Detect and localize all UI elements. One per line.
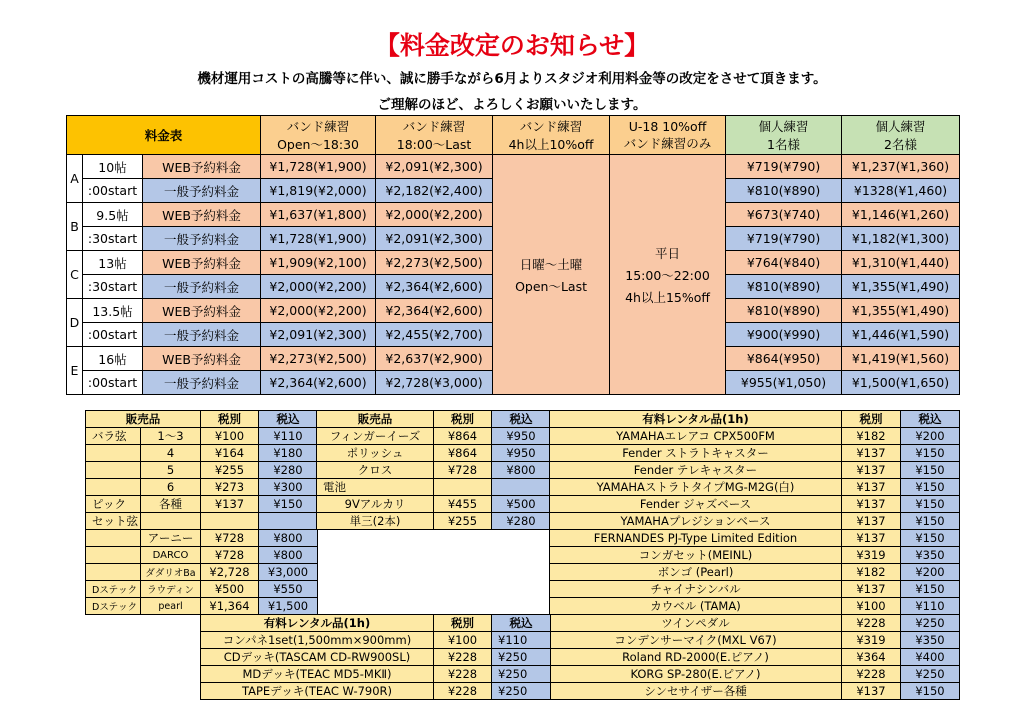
rental-header: 有料レンタル品(1h) [550,411,842,428]
table-row [550,598,960,615]
price-tax-ex: ¥100 [434,632,492,649]
table-row [550,547,960,564]
price-cell: ¥1,446(¥1,590) [842,323,960,347]
price-tax-ex: ¥182 [842,564,901,581]
item-category: セット弦 [86,513,141,530]
blank-area [317,530,551,615]
price-cell: ¥1,146(¥1,260) [842,203,960,227]
col-header: 個人練習 1名様 [726,116,842,155]
price-table [66,115,960,395]
price-tax-ex: ¥228 [434,683,492,700]
price-tax-ex [434,479,492,496]
price-tax-in: ¥150 [901,479,960,496]
price-tax-ex: ¥137 [842,462,901,479]
table-row [317,479,551,496]
price-tax-ex: ¥864 [434,428,492,445]
price-tax-in: ¥350 [901,547,960,564]
price-tax-ex: ¥228 [842,615,901,632]
table-row [86,496,318,513]
col-header: バンド練習 4h以上10%off [493,116,610,155]
band-4h-note: 日曜〜土曜 Open〜Last [493,155,610,395]
rental-item: YAMAHAストラトタイプMG-M2G(白) [550,479,842,496]
rental-item: KORG SP-280(E.ピアノ) [550,666,842,683]
price-tax-ex [201,513,259,530]
table-row [317,530,551,615]
item-name [141,513,201,530]
price-tax-ex: ¥2,728 [201,564,259,581]
item-name: フィンガーイーズ [317,428,434,445]
price-cell: ¥2,273(¥2,500) [376,251,493,275]
price-tax-ex: ¥273 [201,479,259,496]
table-row [86,581,318,598]
price-tax-ex: ¥228 [842,666,901,683]
table-row [86,564,318,581]
web-price-label: WEB予約料金 [143,347,261,371]
item-name: ダダリオBa [141,564,201,581]
price-tax-in: ¥1,500 [259,598,318,615]
price-tax-in: ¥150 [901,581,960,598]
price-cell: ¥955(¥1,050) [726,371,842,395]
general-price-label: 一般予約料金 [143,323,261,347]
price-cell: ¥719(¥790) [726,155,842,179]
general-price-label: 一般予約料金 [143,371,261,395]
price-tax-in: ¥250 [492,683,551,700]
price-tax-ex: ¥164 [201,445,259,462]
price-tax-ex: ¥137 [842,581,901,598]
item-category [86,479,141,496]
price-tax-ex: ¥137 [842,445,901,462]
price-cell: ¥2,728(¥3,000) [376,371,493,395]
col-header: バンド練習 Open〜18:30 [261,116,376,155]
price-tax-ex: ¥100 [842,598,901,615]
table-row [201,666,551,683]
price-tax-in: ¥400 [901,649,960,666]
price-cell: ¥1,355(¥1,490) [842,275,960,299]
price-tax-in: ¥200 [901,564,960,581]
item-name: ポリッシュ [317,445,434,462]
room-id: D [67,299,83,347]
col-header: バンド練習 18:00〜Last [376,116,493,155]
item-name: アーニー [141,530,201,547]
table-row [550,615,960,632]
item-category: バラ弦 [86,428,141,445]
item-name: クロス [317,462,434,479]
item-category [86,564,141,581]
sales-header: 販売品 [86,411,201,428]
item-name: 単三(2本) [317,513,434,530]
price-tax-ex: ¥728 [201,530,259,547]
price-tax-in: ¥150 [901,513,960,530]
room-size: 13帖 [83,251,143,275]
table-row [550,683,960,700]
sales-table-misc [316,410,551,614]
price-cell: ¥1,728(¥1,900) [261,227,376,251]
rental-item: CDデッキ(TASCAM CD-RW900SL) [201,649,434,666]
table-row [550,513,960,530]
sales-header-tax-in: 税込 [259,411,318,428]
sales-header: 販売品 [317,411,434,428]
price-tax-in: ¥800 [492,462,551,479]
room-start: :30start [83,227,143,251]
price-tax-ex: ¥100 [201,428,259,445]
rental-item: シンセサイザー各種 [550,683,842,700]
item-name: 1〜3 [141,428,201,445]
price-cell: ¥864(¥950) [726,347,842,371]
price-tax-in: ¥250 [901,666,960,683]
price-tax-in: ¥280 [492,513,551,530]
price-tax-ex: ¥182 [842,428,901,445]
price-cell: ¥1,819(¥2,000) [261,179,376,203]
sales-table-strings [85,410,318,615]
rental-item: Fender ストラトキャスター [550,445,842,462]
item-name: DARCO [141,547,201,564]
price-tax-ex: ¥319 [842,632,901,649]
table-row [550,564,960,581]
price-tax-ex: ¥228 [434,649,492,666]
table-row [86,513,318,530]
rental-item: Fender テレキャスター [550,462,842,479]
price-tax-in: ¥110 [259,428,318,445]
room-size: 16帖 [83,347,143,371]
price-tax-in [492,479,551,496]
price-tax-ex: ¥137 [842,496,901,513]
price-cell: ¥1,728(¥1,900) [261,155,376,179]
item-name: 各種 [141,496,201,513]
table-row [550,462,960,479]
room-start: :00start [83,371,143,395]
price-tax-ex: ¥137 [201,496,259,513]
sales-header-tax-in: 税込 [492,411,551,428]
price-cell: ¥764(¥840) [726,251,842,275]
price-cell: ¥719(¥790) [726,227,842,251]
price-tax-in: ¥950 [492,445,551,462]
rental-item: チャイナシンバル [550,581,842,598]
price-cell: ¥1328(¥1,460) [842,179,960,203]
rental-header-tax-ex: 税別 [434,615,492,632]
price-tax-in: ¥110 [901,598,960,615]
price-tax-ex: ¥728 [434,462,492,479]
rental-item: MDデッキ(TEAC MD5-MKⅡ) [201,666,434,683]
rental-header-tax-in: 税込 [492,615,551,632]
price-cell: ¥810(¥890) [726,275,842,299]
room-id: A [67,155,83,203]
price-cell: ¥810(¥890) [726,179,842,203]
rental-item: コンパネ1set(1,500mm×900mm) [201,632,434,649]
price-cell: ¥1,182(¥1,300) [842,227,960,251]
table-row [550,428,960,445]
price-tax-in: ¥950 [492,428,551,445]
item-name: 4 [141,445,201,462]
rental-item: コンガセット(MEINL) [550,547,842,564]
price-tax-in: ¥800 [259,530,318,547]
item-category [86,445,141,462]
price-tax-in: ¥150 [901,496,960,513]
table-row [317,462,551,479]
price-tax-in [259,513,318,530]
price-tax-in: ¥150 [901,445,960,462]
price-cell: ¥1,355(¥1,490) [842,299,960,323]
col-header: U-18 10%off バンド練習のみ [610,116,726,155]
page-title: 【料金改定のお知らせ】 [374,31,650,60]
table-row [201,683,551,700]
price-tax-in: ¥200 [901,428,960,445]
price-tax-ex: ¥255 [201,462,259,479]
price-cell: ¥1,637(¥1,800) [261,203,376,227]
table-row [317,496,551,513]
rental-header-tax-ex: 税別 [842,411,901,428]
table-row [317,428,551,445]
room-size: 10帖 [83,155,143,179]
price-tax-in: ¥150 [901,683,960,700]
price-cell: ¥2,455(¥2,700) [376,323,493,347]
item-category: ピック [86,496,141,513]
price-tax-ex: ¥364 [842,649,901,666]
price-tax-ex: ¥319 [842,547,901,564]
table-row [86,462,318,479]
price-cell: ¥2,000(¥2,200) [376,203,493,227]
item-name: ラウディン [141,581,201,598]
price-tax-in: ¥350 [901,632,960,649]
price-tax-in: ¥550 [259,581,318,598]
price-tax-ex: ¥228 [434,666,492,683]
price-tax-ex: ¥137 [842,683,901,700]
col-header: 個人練習 2名様 [842,116,960,155]
room-id: E [67,347,83,395]
room-size: 13.5帖 [83,299,143,323]
sales-header-tax-ex: 税別 [434,411,492,428]
rental-item: ツインペダル [550,615,842,632]
price-cell: ¥1,419(¥1,560) [842,347,960,371]
room-start: :00start [83,179,143,203]
rental-item: FERNANDES PJ-Type Limited Edition [550,530,842,547]
price-tax-ex: ¥728 [201,547,259,564]
price-tax-in: ¥110 [492,632,551,649]
table-row [550,496,960,513]
item-category: Dステック [86,598,141,615]
table-row [550,632,960,649]
price-cell: ¥2,364(¥2,600) [261,371,376,395]
item-name: 5 [141,462,201,479]
table-row [86,428,318,445]
price-tax-in: ¥250 [492,666,551,683]
price-cell: ¥2,273(¥2,500) [261,347,376,371]
rental-item: Roland RD-2000(E.ピアノ) [550,649,842,666]
price-tax-ex: ¥500 [201,581,259,598]
price-tax-in: ¥180 [259,445,318,462]
price-tax-in: ¥500 [492,496,551,513]
price-cell: ¥810(¥890) [726,299,842,323]
web-price-label: WEB予約料金 [143,251,261,275]
item-name: pearl [141,598,201,615]
price-tax-ex: ¥455 [434,496,492,513]
room-start: :00start [83,323,143,347]
rental-item: YAMAHAプレジションベース [550,513,842,530]
table-row [201,649,551,666]
rental-item: TAPEデッキ(TEAC W-790R) [201,683,434,700]
table-row [550,581,960,598]
price-cell: ¥2,091(¥2,300) [261,323,376,347]
table-row [86,530,318,547]
item-category [86,462,141,479]
price-tax-ex: ¥137 [842,530,901,547]
item-category [86,547,141,564]
room-id: C [67,251,83,299]
web-price-label: WEB予約料金 [143,299,261,323]
price-tax-ex: ¥137 [842,513,901,530]
price-cell: ¥2,182(¥2,400) [376,179,493,203]
price-cell: ¥2,091(¥2,300) [376,227,493,251]
notice-line-1: 機材運用コストの高騰等に伴い、誠に勝手ながら6月よりスタジオ利用料金等の改定をさせて頂きます。 [197,71,827,87]
price-tax-ex: ¥137 [842,479,901,496]
general-price-label: 一般予約料金 [143,227,261,251]
table-row [550,530,960,547]
table-row [201,632,551,649]
price-tax-ex: ¥864 [434,445,492,462]
rental-item: YAMAHAエレアコ CPX500FM [550,428,842,445]
price-cell: ¥2,000(¥2,200) [261,299,376,323]
general-price-label: 一般予約料金 [143,179,261,203]
sales-header-tax-ex: 税別 [201,411,259,428]
price-cell: ¥1,237(¥1,360) [842,155,960,179]
price-tax-in: ¥150 [901,462,960,479]
price-cell: ¥2,364(¥2,600) [376,275,493,299]
price-tax-in: ¥280 [259,462,318,479]
table-row [550,666,960,683]
price-tax-in: ¥150 [901,530,960,547]
item-name: 電池 [317,479,434,496]
web-price-label: WEB予約料金 [143,155,261,179]
table-row [317,513,551,530]
rental-item: カウベル (TAMA) [550,598,842,615]
price-cell: ¥1,500(¥1,650) [842,371,960,395]
rental-header: 有料レンタル品(1h) [201,615,434,632]
item-name: 6 [141,479,201,496]
price-tax-in: ¥800 [259,547,318,564]
table-row [550,479,960,496]
price-cell: ¥2,637(¥2,900) [376,347,493,371]
rental-item: コンデンサーマイク(MXL V67) [550,632,842,649]
price-tax-in: ¥300 [259,479,318,496]
web-price-label: WEB予約料金 [143,203,261,227]
price-cell: ¥1,310(¥1,440) [842,251,960,275]
price-cell: ¥900(¥990) [726,323,842,347]
rental-item: ボンゴ (Pearl) [550,564,842,581]
price-cell: ¥1,909(¥2,100) [261,251,376,275]
table-row [86,547,318,564]
price-cell: ¥2,000(¥2,200) [261,275,376,299]
price-tax-in: ¥150 [259,496,318,513]
table-row [86,445,318,462]
price-tax-in: ¥3,000 [259,564,318,581]
table-row [86,598,318,615]
rental-table-instruments [549,410,960,700]
price-tax-in: ¥250 [901,615,960,632]
item-category: Dステック [86,581,141,598]
rental-table-equipment [200,614,551,700]
room-size: 9.5帖 [83,203,143,227]
price-cell: ¥2,364(¥2,600) [376,299,493,323]
price-tax-ex: ¥255 [434,513,492,530]
u18-note: 平日 15:00〜22:00 4h以上15%off [610,155,726,395]
notice-line-2: ご理解のほど、よろしくお願いいたします。 [377,97,647,113]
price-cell: ¥673(¥740) [726,203,842,227]
price-table-corner: 料金表 [67,116,261,155]
rental-header-tax-in: 税込 [901,411,960,428]
room-id: B [67,203,83,251]
table-row [550,445,960,462]
room-start: :30start [83,275,143,299]
general-price-label: 一般予約料金 [143,275,261,299]
price-cell: ¥2,091(¥2,300) [376,155,493,179]
table-row [550,649,960,666]
price-tax-ex: ¥1,364 [201,598,259,615]
price-tax-in: ¥250 [492,649,551,666]
rental-item: Fender ジャズベース [550,496,842,513]
item-name: 9Vアルカリ [317,496,434,513]
item-category [86,530,141,547]
table-row [86,479,318,496]
table-row [317,445,551,462]
